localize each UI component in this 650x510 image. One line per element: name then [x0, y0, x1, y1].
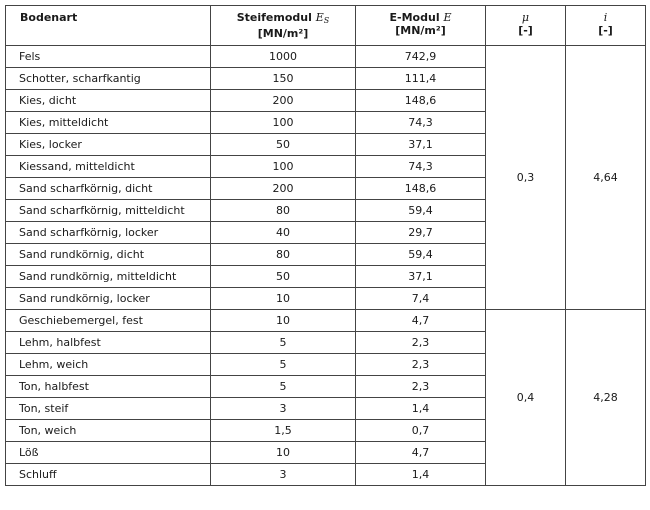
stiffness-modulus-cell: 150 [211, 68, 356, 90]
soil-type-cell: Sand scharfkörnig, locker [6, 222, 211, 244]
stiffness-modulus-cell: 100 [211, 112, 356, 134]
e-modulus-cell: 0,7 [356, 420, 486, 442]
e-modulus-cell: 4,7 [356, 310, 486, 332]
table-row [6, 46, 646, 68]
soil-type-cell: Löß [6, 442, 211, 464]
e-modulus-cell: 29,7 [356, 222, 486, 244]
stiffness-modulus-cell: 50 [211, 134, 356, 156]
header-mu-unit: [-] [518, 24, 533, 37]
stiffness-modulus-cell: 3 [211, 398, 356, 420]
header-poisson-ratio [486, 6, 566, 46]
e-modulus-cell: 111,4 [356, 68, 486, 90]
stiffness-modulus-cell: 80 [211, 244, 356, 266]
e-modulus-cell: 1,4 [356, 398, 486, 420]
stiffness-modulus-cell: 5 [211, 354, 356, 376]
soil-type-cell: Lehm, halbfest [6, 332, 211, 354]
soil-type-cell: Sand rundkörnig, dicht [6, 244, 211, 266]
soil-type-cell: Kies, mitteldicht [6, 112, 211, 134]
e-modulus-cell: 2,3 [356, 354, 486, 376]
header-i-value [566, 6, 646, 46]
header-soil-type [6, 6, 211, 46]
e-modulus-cell: 4,7 [356, 442, 486, 464]
stiffness-modulus-cell: 200 [211, 178, 356, 200]
header-e-label: E-Modul [389, 11, 440, 24]
soil-type-cell: Geschiebemergel, fest [6, 310, 211, 332]
stiffness-modulus-cell: 50 [211, 266, 356, 288]
header-stiffness-modulus [211, 6, 356, 46]
stiffness-modulus-cell: 5 [211, 376, 356, 398]
soil-type-cell: Sand scharfkörnig, mitteldicht [6, 200, 211, 222]
stiffness-modulus-cell: 10 [211, 442, 356, 464]
table-row [6, 310, 646, 332]
soil-type-cell: Sand rundkörnig, mitteldicht [6, 266, 211, 288]
header-stiffness-unit: [MN/m²] [257, 27, 309, 40]
header-stiffness-title [211, 11, 355, 27]
e-modulus-cell: 37,1 [356, 134, 486, 156]
poisson-ratio-cell: 0,3 [486, 46, 566, 310]
header-stiffness-subscript: S [323, 16, 330, 25]
soil-type-cell: Kies, locker [6, 134, 211, 156]
header-e-unit: [MN/m²] [395, 24, 446, 37]
e-modulus-cell: 74,3 [356, 112, 486, 134]
table-body [6, 46, 646, 486]
soil-type-cell: Ton, steif [6, 398, 211, 420]
soil-type-cell: Sand rundkörnig, locker [6, 288, 211, 310]
stiffness-modulus-cell: 10 [211, 288, 356, 310]
poisson-ratio-cell: 0,4 [486, 310, 566, 486]
header-e-title [356, 11, 485, 24]
stiffness-modulus-cell: 100 [211, 156, 356, 178]
header-i-symbol: i [603, 11, 608, 24]
soil-properties-table [5, 5, 646, 486]
soil-type-cell: Kies, dicht [6, 90, 211, 112]
e-modulus-cell: 2,3 [356, 376, 486, 398]
stiffness-modulus-cell: 10 [211, 310, 356, 332]
header-soil-type-label: Bodenart [20, 11, 78, 24]
stiffness-modulus-cell: 80 [211, 200, 356, 222]
e-modulus-cell: 148,6 [356, 178, 486, 200]
e-modulus-cell: 742,9 [356, 46, 486, 68]
stiffness-modulus-cell: 200 [211, 90, 356, 112]
stiffness-modulus-cell: 1000 [211, 46, 356, 68]
stiffness-modulus-cell: 5 [211, 332, 356, 354]
e-modulus-cell: 1,4 [356, 464, 486, 486]
e-modulus-cell: 7,4 [356, 288, 486, 310]
header-e-symbol: E [443, 11, 452, 24]
stiffness-modulus-cell: 1,5 [211, 420, 356, 442]
header-mu-symbol: μ [521, 11, 530, 24]
header-i-unit: [-] [598, 24, 613, 37]
soil-type-cell: Lehm, weich [6, 354, 211, 376]
e-modulus-cell: 74,3 [356, 156, 486, 178]
soil-type-cell: Schotter, scharfkantig [6, 68, 211, 90]
soil-type-cell: Sand scharfkörnig, dicht [6, 178, 211, 200]
e-modulus-cell: 59,4 [356, 244, 486, 266]
e-modulus-cell: 59,4 [356, 200, 486, 222]
i-value-cell: 4,64 [566, 46, 646, 310]
stiffness-modulus-cell: 40 [211, 222, 356, 244]
e-modulus-cell: 37,1 [356, 266, 486, 288]
e-modulus-cell: 148,6 [356, 90, 486, 112]
e-modulus-cell: 2,3 [356, 332, 486, 354]
header-stiffness-symbol: E [315, 11, 324, 24]
soil-type-cell: Kiessand, mitteldicht [6, 156, 211, 178]
i-value-cell: 4,28 [566, 310, 646, 486]
header-e-modulus [356, 6, 486, 46]
header-stiffness-label: Steifemodul [236, 11, 312, 24]
soil-type-cell: Ton, weich [6, 420, 211, 442]
soil-type-cell: Ton, halbfest [6, 376, 211, 398]
soil-type-cell: Fels [6, 46, 211, 68]
stiffness-modulus-cell: 3 [211, 464, 356, 486]
soil-type-cell: Schluff [6, 464, 211, 486]
header-row [6, 6, 646, 46]
